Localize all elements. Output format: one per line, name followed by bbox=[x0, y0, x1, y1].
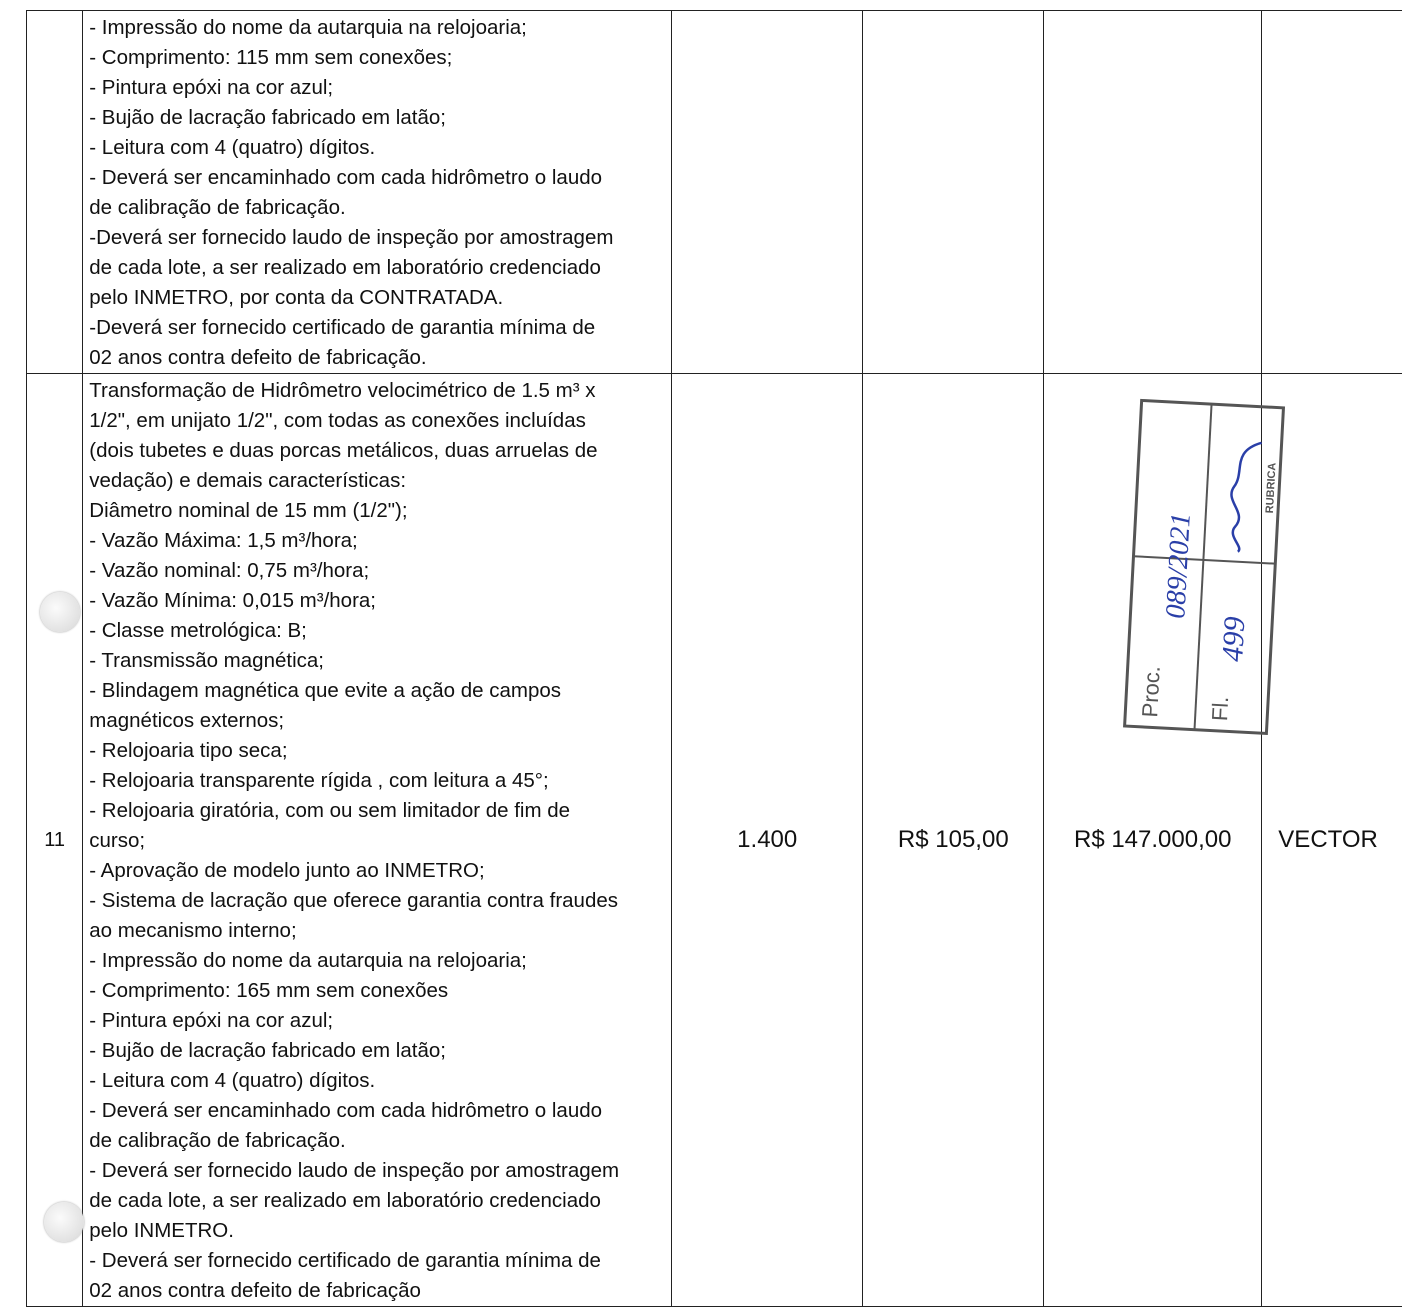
description-line: 02 anos contra defeito de fabricação. bbox=[89, 343, 665, 373]
stamp-divider bbox=[1194, 404, 1211, 730]
description-line: - Relojoaria tipo seca; bbox=[89, 736, 665, 766]
description-cell bbox=[83, 11, 672, 374]
description-line: magnéticos externos; bbox=[89, 706, 665, 736]
stamp-proc-value: 089/2021 bbox=[1160, 512, 1196, 619]
description-line: - Vazão nominal: 0,75 m³/hora; bbox=[89, 556, 665, 586]
description-line: curso; bbox=[89, 826, 665, 856]
description-line: Diâmetro nominal de 15 mm (1/2"); bbox=[89, 496, 665, 526]
description-line: ao mecanismo interno; bbox=[89, 916, 665, 946]
description-line: - Relojoaria transparente rígida , com leitura a 45°; bbox=[89, 766, 665, 796]
description-line: -Deverá ser fornecido certificado de garantia mínima de bbox=[89, 313, 665, 343]
stamp-proc-label: Proc. bbox=[1137, 665, 1165, 718]
description-line: - Impressão do nome da autarquia na relojoaria; bbox=[89, 13, 665, 43]
description-line: - Deverá ser encaminhado com cada hidrômetro o laudo bbox=[89, 163, 665, 193]
description-line: pelo INMETRO, por conta da CONTRATADA. bbox=[89, 283, 665, 313]
description-line: - Deverá ser fornecido laudo de inspeção por amostragem bbox=[89, 1156, 665, 1186]
description-line: - Bujão de lacração fabricado em latão; bbox=[89, 1036, 665, 1066]
item-number-cell bbox=[27, 374, 83, 1307]
description-line: - Vazão Máxima: 1,5 m³/hora; bbox=[89, 526, 665, 556]
description-cell bbox=[83, 374, 672, 1307]
description-line: - Aprovação de modelo junto ao INMETRO; bbox=[89, 856, 665, 886]
quantity: 1.400 bbox=[737, 826, 797, 853]
description-line: 1/2", em unijato 1/2", com todas as conexões incluídas bbox=[89, 406, 665, 436]
description-line: pelo INMETRO. bbox=[89, 1216, 665, 1246]
description-line: - Comprimento: 115 mm sem conexões; bbox=[89, 43, 665, 73]
stamp-fl-value: 499 bbox=[1216, 616, 1251, 663]
item-description bbox=[83, 374, 671, 1306]
description-line: - Classe metrológica: B; bbox=[89, 616, 665, 646]
description-line: - Pintura epóxi na cor azul; bbox=[89, 1006, 665, 1036]
description-line: 02 anos contra defeito de fabricação bbox=[89, 1276, 665, 1306]
description-line: de calibração de fabricação. bbox=[89, 193, 665, 223]
signature-mark bbox=[1228, 441, 1261, 552]
description-line: - Transmissão magnética; bbox=[89, 646, 665, 676]
total-price-cell bbox=[1044, 11, 1262, 374]
description-line: - Blindagem magnética que evite a ação de campos bbox=[89, 676, 665, 706]
quantity-cell bbox=[671, 374, 862, 1307]
description-line: de cada lote, a ser realizado em laboratório credenciado bbox=[89, 253, 665, 283]
total-price: R$ 147.000,00 bbox=[1074, 826, 1231, 853]
brand: VECTOR bbox=[1278, 826, 1378, 853]
description-line: de calibração de fabricação. bbox=[89, 1126, 665, 1156]
item-description bbox=[83, 11, 671, 373]
description-line: - Pintura epóxi na cor azul; bbox=[89, 73, 665, 103]
table-row bbox=[27, 11, 1402, 374]
stamp-fl-label: Fl. bbox=[1207, 696, 1233, 722]
punch-hole bbox=[44, 1202, 84, 1242]
description-line: - Deverá ser encaminhado com cada hidrômetro o laudo bbox=[89, 1096, 665, 1126]
description-line: - Deverá ser fornecido certificado de garantia mínima de bbox=[89, 1246, 665, 1276]
description-line: - Sistema de lacração que oferece garantia contra fraudes bbox=[89, 886, 665, 916]
description-line: - Impressão do nome da autarquia na relojoaria; bbox=[89, 946, 665, 976]
description-line: Transformação de Hidrômetro velocimétrico de 1.5 m³ x bbox=[89, 376, 665, 406]
description-line: de cada lote, a ser realizado em laboratório credenciado bbox=[89, 1186, 665, 1216]
quantity-cell bbox=[671, 11, 862, 374]
description-line: vedação) e demais características: bbox=[89, 466, 665, 496]
description-line: - Bujão de lacração fabricado em latão; bbox=[89, 103, 665, 133]
description-line: (dois tubetes e duas porcas metálicos, duas arruelas de bbox=[89, 436, 665, 466]
unit-price: R$ 105,00 bbox=[898, 826, 1009, 853]
punch-hole bbox=[40, 592, 80, 632]
description-line: - Leitura com 4 (quatro) dígitos. bbox=[89, 133, 665, 163]
description-line: - Vazão Mínima: 0,015 m³/hora; bbox=[89, 586, 665, 616]
description-line: - Comprimento: 165 mm sem conexões bbox=[89, 976, 665, 1006]
unit-price-cell bbox=[863, 11, 1044, 374]
stamp-rubrica-label: RUBRICA bbox=[1264, 462, 1279, 513]
protocol-stamp bbox=[1116, 396, 1293, 739]
brand-cell bbox=[1262, 11, 1402, 374]
item-number-cell bbox=[27, 11, 83, 374]
unit-price-cell bbox=[863, 374, 1044, 1307]
item-number: 11 bbox=[44, 829, 65, 851]
description-line: -Deverá ser fornecido laudo de inspeção por amostragem bbox=[89, 223, 665, 253]
description-line: - Leitura com 4 (quatro) dígitos. bbox=[89, 1066, 665, 1096]
description-line: - Relojoaria giratória, com ou sem limitador de fim de bbox=[89, 796, 665, 826]
